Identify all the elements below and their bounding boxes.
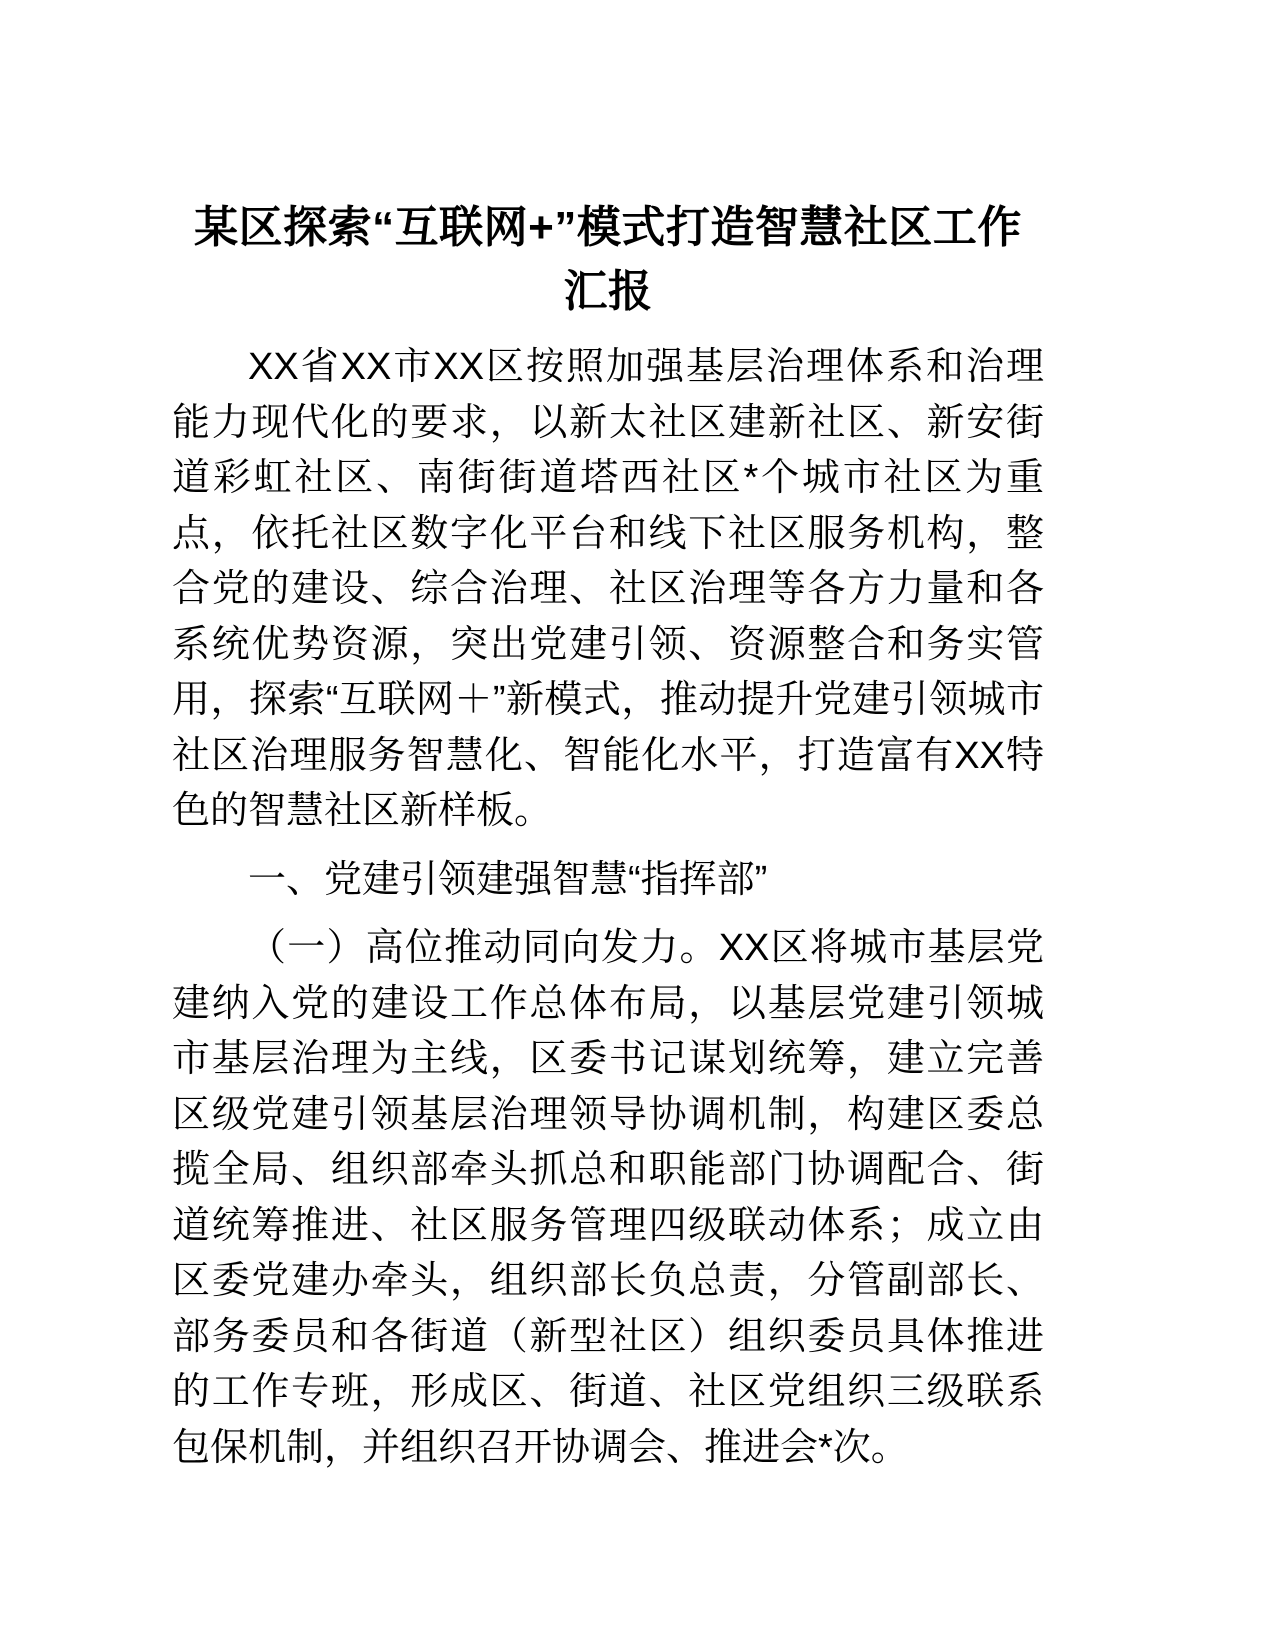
intro-paragraph: XX省XX市XX区按照加强基层治理体系和治理能力现代化的要求，以新太社区建新社区、新安街道彩虹社区、南街街道塔西社区*个城市社区为重点，依托社区数字化平台和线下社区服务机构，整合党的建设、综合治理、社区治理等各方力量和各系统优势资源，突出党建引领、资源整合和务实管用，探索“互联网＋”新模式，推动提升党建引领城市社区治理服务智慧化、智能化水平，打造富有XX特色的智慧社区新样板。 xyxy=(172,346,1044,832)
document-body xyxy=(172,196,1044,1476)
section-heading-one: 一、党建引领建强智慧“指挥部” xyxy=(248,858,768,901)
page-title: 某区探索“互联网+”模式打造智慧社区工作汇报 xyxy=(194,203,1022,316)
subsection-paragraph-one: （一）高位推动同向发力。XX区将城市基层党建纳入党的建设工作总体布局，以基层党建引领城市基层治理为主线，区委书记谋划统筹，建立完善区级党建引领基层治理领导协调机制，构建区委总揽全局、组织部牵头抓总和职能部门协调配合、街道统筹推进、社区服务管理四级联动体系；成立由区委党建办牵头，组织部长负总责，分管副部长、部务委员和各街道（新型社区）组织委员具体推进的工作专班，形成区、街道、社区党组织三级联系包保机制，并组织召开协调会、推进会*次。 xyxy=(172,927,1044,1469)
